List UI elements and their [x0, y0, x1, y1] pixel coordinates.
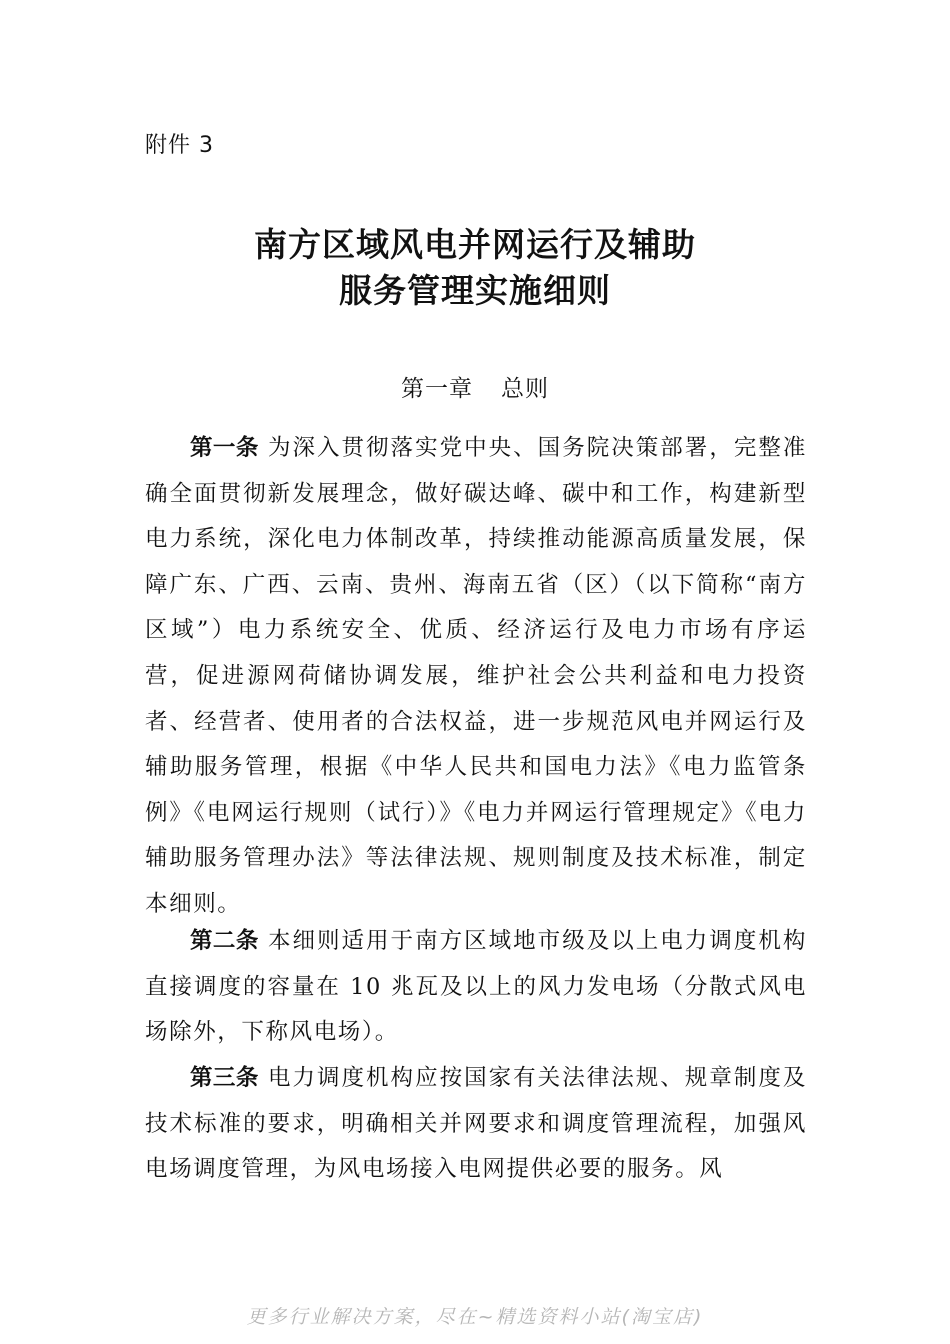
article-3-paragraph — [145, 1056, 807, 1193]
article-1-paragraph — [145, 426, 807, 928]
article-2-paragraph — [145, 919, 807, 1056]
chapter-heading — [0, 372, 950, 406]
article-2-label: 第二条 — [190, 928, 259, 954]
attachment-label: 附件 3 — [145, 133, 214, 158]
document-title — [0, 222, 950, 314]
article-1 — [145, 426, 807, 928]
article-2-text: 本细则适用于南方区域地市级及以上电力调度机构直接调度的容量在 10 兆瓦及以上的风力发电场（分散式风电场除外，下称风电场）。 — [145, 928, 807, 1046]
article-3-text: 电力调度机构应按国家有关法律法规、规章制度及技术标准的要求，明确相关并网要求和调度管理流程，加强风电场调度管理，为风电场接入电网提供必要的服务。风 — [145, 1065, 807, 1183]
article-3-label: 第三条 — [190, 1065, 259, 1091]
article-1-text: 为深入贯彻落实党中央、国务院决策部署，完整准确全面贯彻新发展理念，做好碳达峰、碳中和工作，构建新型电力系统，深化电力体制改革，持续推动能源高质量发展，保障广东、广西、云南、贵州、海南五省（区）（以下简称“南方区域”）电力系统安全、优质、经济运行及电力市场有序运营，促进源网荷储协调发展，维护社会公共利益和电力投资者、经营者、使用者的合法权益，进一步规范风电并网运行及辅助服务管理，根据《中华人民共和国电力法》《电力监管条例》《电网运行规则（试行）》《电力并网运行管理规定》《电力辅助服务管理办法》等法律法规、规则制度及技术标准，制定本细则。 — [145, 435, 807, 917]
document-title-line-1: 南方区域风电并网运行及辅助 — [254, 225, 696, 264]
article-2 — [145, 919, 807, 1056]
document-title-line-2: 服务管理实施细则 — [339, 271, 611, 310]
footer-watermark: 更多行业解决方案，尽在~精选资料小站(淘宝店) — [246, 1306, 704, 1328]
chapter-number: 第一章 — [401, 376, 473, 402]
article-3 — [145, 1056, 807, 1193]
article-1-label: 第一条 — [190, 435, 259, 461]
chapter-name: 总则 — [501, 376, 549, 402]
